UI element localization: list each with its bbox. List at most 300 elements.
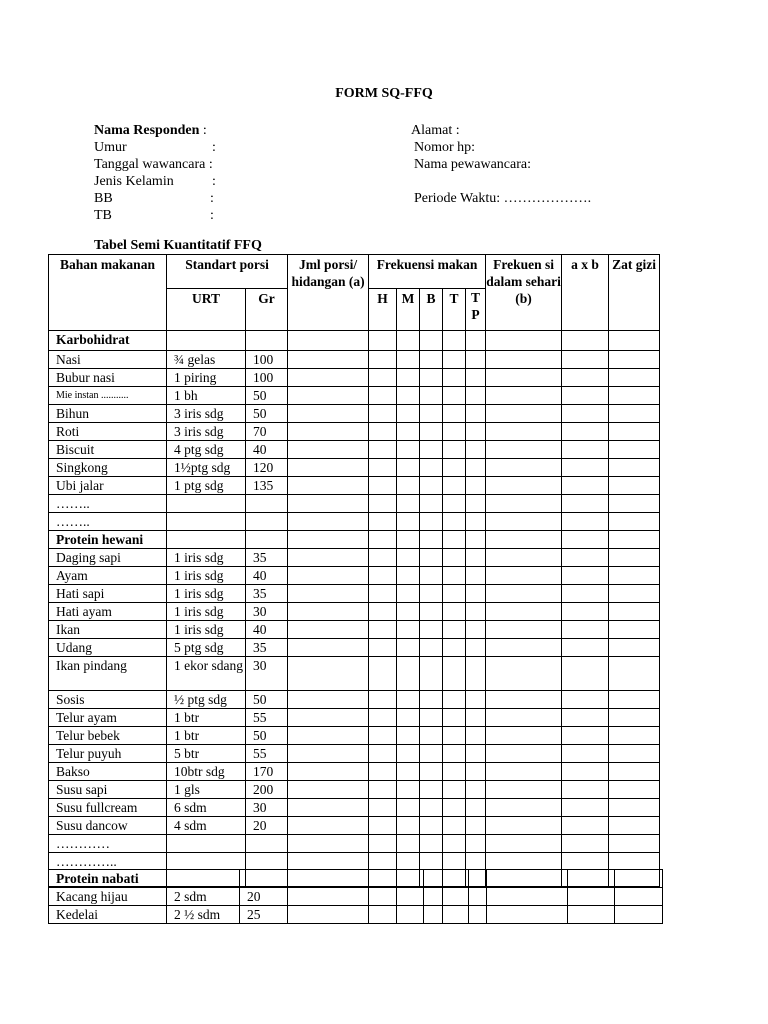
food-urt: 5 ptg sdg bbox=[167, 639, 246, 657]
table-row bbox=[49, 585, 660, 603]
empty-cell bbox=[562, 745, 609, 763]
empty-cell bbox=[369, 603, 397, 621]
empty-cell bbox=[609, 513, 660, 531]
empty-cell bbox=[288, 549, 369, 567]
empty-cell bbox=[397, 585, 420, 603]
empty-cell bbox=[609, 441, 660, 459]
table-row bbox=[49, 727, 660, 745]
empty-cell bbox=[397, 405, 420, 423]
empty-cell bbox=[609, 405, 660, 423]
empty-cell bbox=[397, 387, 420, 405]
empty-cell bbox=[486, 423, 562, 441]
empty-cell bbox=[486, 495, 562, 513]
empty-cell bbox=[288, 441, 369, 459]
header-zat: Zat gizi bbox=[609, 255, 660, 331]
empty-cell bbox=[466, 331, 486, 351]
empty-cell bbox=[609, 477, 660, 495]
table-row bbox=[49, 567, 660, 585]
empty-cell bbox=[609, 799, 660, 817]
food-name: Ikan bbox=[49, 621, 167, 639]
empty-cell bbox=[486, 621, 562, 639]
empty-cell bbox=[397, 603, 420, 621]
empty-cell bbox=[486, 369, 562, 387]
food-urt: ½ ptg sdg bbox=[167, 691, 246, 709]
empty-cell bbox=[615, 888, 663, 906]
empty-cell bbox=[562, 351, 609, 369]
empty-cell bbox=[568, 870, 615, 888]
empty-cell bbox=[486, 513, 562, 531]
table-row bbox=[49, 745, 660, 763]
food-gr: 100 bbox=[246, 351, 288, 369]
header-axb: a x b bbox=[562, 255, 609, 331]
food-gr: 50 bbox=[246, 727, 288, 745]
food-gr: 100 bbox=[246, 369, 288, 387]
empty-cell bbox=[486, 603, 562, 621]
empty-cell bbox=[397, 513, 420, 531]
empty-cell bbox=[288, 423, 369, 441]
header-tp: T P bbox=[466, 289, 486, 331]
food-gr: 20 bbox=[240, 888, 288, 906]
empty-cell bbox=[466, 657, 486, 691]
food-gr: 40 bbox=[246, 441, 288, 459]
section-label: Protein hewani bbox=[49, 531, 167, 549]
empty-cell bbox=[609, 369, 660, 387]
empty-cell bbox=[609, 657, 660, 691]
empty-cell bbox=[369, 369, 397, 387]
empty-cell bbox=[609, 691, 660, 709]
empty-cell bbox=[369, 870, 397, 888]
empty-cell bbox=[397, 351, 420, 369]
empty-cell bbox=[420, 709, 443, 727]
empty-cell bbox=[486, 549, 562, 567]
food-urt: 1 gls bbox=[167, 781, 246, 799]
empty-cell bbox=[615, 906, 663, 924]
table-row bbox=[49, 459, 660, 477]
food-gr: 35 bbox=[246, 585, 288, 603]
empty-cell bbox=[288, 331, 369, 351]
empty-cell bbox=[562, 477, 609, 495]
empty-cell bbox=[369, 639, 397, 657]
food-gr: 50 bbox=[246, 387, 288, 405]
empty-cell bbox=[397, 621, 420, 639]
empty-cell bbox=[288, 567, 369, 585]
empty-cell bbox=[288, 727, 369, 745]
food-name: Ubi jalar bbox=[49, 477, 167, 495]
empty-cell bbox=[486, 387, 562, 405]
empty-cell bbox=[420, 513, 443, 531]
empty-cell bbox=[420, 387, 443, 405]
empty-cell bbox=[466, 835, 486, 853]
empty-cell bbox=[369, 441, 397, 459]
empty-cell bbox=[397, 549, 420, 567]
empty-cell bbox=[466, 603, 486, 621]
empty-cell bbox=[397, 369, 420, 387]
empty-cell bbox=[420, 549, 443, 567]
empty-cell bbox=[420, 441, 443, 459]
food-urt bbox=[167, 835, 246, 853]
empty-cell bbox=[288, 799, 369, 817]
section-row bbox=[49, 531, 660, 549]
empty-cell bbox=[369, 888, 397, 906]
empty-cell bbox=[609, 709, 660, 727]
empty-cell bbox=[466, 459, 486, 477]
food-urt: 2 sdm bbox=[167, 888, 240, 906]
food-name: Susu dancow bbox=[49, 817, 167, 835]
empty-cell bbox=[420, 639, 443, 657]
empty-cell bbox=[288, 459, 369, 477]
empty-cell bbox=[397, 477, 420, 495]
ffq-table-nabati bbox=[48, 869, 663, 924]
empty-cell bbox=[609, 567, 660, 585]
empty-cell bbox=[288, 351, 369, 369]
empty-cell bbox=[562, 763, 609, 781]
empty-cell bbox=[397, 709, 420, 727]
food-urt: 3 iris sdg bbox=[167, 423, 246, 441]
info-periode: Periode Waktu: ………………. bbox=[414, 191, 592, 206]
empty-cell bbox=[397, 817, 420, 835]
empty-cell bbox=[609, 621, 660, 639]
empty-cell bbox=[397, 781, 420, 799]
empty-cell bbox=[443, 331, 466, 351]
food-name: Telur ayam bbox=[49, 709, 167, 727]
food-gr: 35 bbox=[246, 639, 288, 657]
food-gr: 50 bbox=[246, 691, 288, 709]
empty-cell bbox=[443, 657, 466, 691]
table-row bbox=[49, 691, 660, 709]
empty-cell bbox=[466, 351, 486, 369]
food-name: Sosis bbox=[49, 691, 167, 709]
empty-cell bbox=[443, 691, 466, 709]
empty-cell bbox=[562, 331, 609, 351]
table-row bbox=[49, 657, 660, 691]
empty-cell bbox=[443, 495, 466, 513]
food-name: Ayam bbox=[49, 567, 167, 585]
empty-cell bbox=[443, 727, 466, 745]
table-row bbox=[49, 835, 660, 853]
empty-cell bbox=[568, 888, 615, 906]
empty-cell bbox=[443, 835, 466, 853]
empty-cell bbox=[443, 405, 466, 423]
empty-cell bbox=[369, 331, 397, 351]
empty-cell bbox=[562, 423, 609, 441]
empty-cell bbox=[369, 351, 397, 369]
table-row bbox=[49, 549, 660, 567]
empty-cell bbox=[609, 495, 660, 513]
empty-cell bbox=[562, 817, 609, 835]
empty-cell bbox=[397, 835, 420, 853]
empty-cell bbox=[420, 835, 443, 853]
empty-cell bbox=[562, 603, 609, 621]
info-tanggal: Tanggal wawancara : bbox=[94, 157, 213, 172]
table-row bbox=[49, 621, 660, 639]
food-name: ………….. bbox=[49, 853, 167, 887]
empty-cell bbox=[397, 441, 420, 459]
empty-cell bbox=[246, 331, 288, 351]
empty-cell bbox=[397, 459, 420, 477]
empty-cell bbox=[466, 405, 486, 423]
empty-cell bbox=[466, 639, 486, 657]
table-row bbox=[49, 763, 660, 781]
empty-cell bbox=[562, 799, 609, 817]
empty-cell bbox=[397, 906, 424, 924]
empty-cell bbox=[486, 691, 562, 709]
food-name: Kacang hijau bbox=[49, 888, 167, 906]
empty-cell bbox=[443, 603, 466, 621]
table-row bbox=[49, 351, 660, 369]
food-gr bbox=[246, 495, 288, 513]
empty-cell bbox=[443, 549, 466, 567]
empty-cell bbox=[167, 331, 246, 351]
empty-cell bbox=[486, 441, 562, 459]
header-t: T bbox=[443, 289, 466, 331]
food-name: Susu sapi bbox=[49, 781, 167, 799]
empty-cell bbox=[397, 763, 420, 781]
empty-cell bbox=[486, 817, 562, 835]
empty-cell bbox=[568, 906, 615, 924]
empty-cell bbox=[487, 888, 568, 906]
empty-cell bbox=[288, 387, 369, 405]
empty-cell bbox=[369, 531, 397, 549]
empty-cell bbox=[420, 585, 443, 603]
food-gr: 40 bbox=[246, 567, 288, 585]
empty-cell bbox=[397, 531, 420, 549]
empty-cell bbox=[420, 477, 443, 495]
empty-cell bbox=[369, 781, 397, 799]
food-gr: 30 bbox=[246, 799, 288, 817]
empty-cell bbox=[420, 331, 443, 351]
empty-cell bbox=[288, 585, 369, 603]
empty-cell bbox=[369, 906, 397, 924]
empty-cell bbox=[397, 870, 424, 888]
food-urt: 6 sdm bbox=[167, 799, 246, 817]
food-name: Nasi bbox=[49, 351, 167, 369]
empty-cell bbox=[420, 727, 443, 745]
empty-cell bbox=[424, 870, 443, 888]
empty-cell bbox=[486, 459, 562, 477]
empty-cell bbox=[288, 495, 369, 513]
empty-cell bbox=[443, 709, 466, 727]
food-name: …….. bbox=[49, 513, 167, 531]
empty-cell bbox=[609, 387, 660, 405]
empty-cell bbox=[609, 585, 660, 603]
table-row bbox=[49, 495, 660, 513]
section-row bbox=[49, 870, 663, 888]
empty-cell bbox=[288, 781, 369, 799]
empty-cell bbox=[397, 745, 420, 763]
food-name: Bakso bbox=[49, 763, 167, 781]
empty-cell bbox=[420, 745, 443, 763]
empty-cell bbox=[466, 763, 486, 781]
empty-cell bbox=[443, 906, 469, 924]
empty-cell bbox=[486, 477, 562, 495]
empty-cell bbox=[369, 405, 397, 423]
empty-cell bbox=[466, 567, 486, 585]
empty-cell bbox=[420, 657, 443, 691]
food-urt: 1 btr bbox=[167, 709, 246, 727]
food-gr: 55 bbox=[246, 745, 288, 763]
empty-cell bbox=[369, 549, 397, 567]
form-title: FORM SQ-FFQ bbox=[335, 86, 433, 101]
food-name: …….. bbox=[49, 495, 167, 513]
food-urt: 2 ½ sdm bbox=[167, 906, 240, 924]
food-gr: 30 bbox=[246, 603, 288, 621]
empty-cell bbox=[420, 817, 443, 835]
info-bb: BB : bbox=[94, 191, 214, 206]
empty-cell bbox=[369, 745, 397, 763]
empty-cell bbox=[486, 531, 562, 549]
empty-cell bbox=[420, 799, 443, 817]
info-nomor-hp: Nomor hp: bbox=[414, 140, 476, 155]
empty-cell bbox=[609, 603, 660, 621]
empty-cell bbox=[397, 691, 420, 709]
empty-cell bbox=[486, 799, 562, 817]
empty-cell bbox=[369, 691, 397, 709]
food-name: Telur puyuh bbox=[49, 745, 167, 763]
header-m: M bbox=[397, 289, 420, 331]
empty-cell bbox=[466, 531, 486, 549]
empty-cell bbox=[397, 495, 420, 513]
empty-cell bbox=[487, 906, 568, 924]
empty-cell bbox=[420, 763, 443, 781]
table-row bbox=[49, 513, 660, 531]
empty-cell bbox=[397, 657, 420, 691]
empty-cell bbox=[487, 870, 568, 888]
empty-cell bbox=[466, 817, 486, 835]
empty-cell bbox=[288, 639, 369, 657]
empty-cell bbox=[466, 423, 486, 441]
empty-cell bbox=[486, 351, 562, 369]
food-urt: 3 iris sdg bbox=[167, 405, 246, 423]
table-row bbox=[49, 799, 660, 817]
empty-cell bbox=[486, 567, 562, 585]
info-alamat: Alamat : bbox=[411, 123, 460, 138]
food-urt: 10btr sdg bbox=[167, 763, 246, 781]
empty-cell bbox=[609, 459, 660, 477]
empty-cell bbox=[466, 369, 486, 387]
empty-cell bbox=[420, 495, 443, 513]
empty-cell bbox=[369, 585, 397, 603]
food-gr: 40 bbox=[246, 621, 288, 639]
empty-cell bbox=[443, 531, 466, 549]
food-urt: ¾ gelas bbox=[167, 351, 246, 369]
empty-cell bbox=[486, 639, 562, 657]
header-frek-sehari: Frekuen si dalam sehari (b) bbox=[486, 255, 562, 331]
food-name: Singkong bbox=[49, 459, 167, 477]
empty-cell bbox=[466, 549, 486, 567]
header-jml: Jml porsi/ hidangan (a) bbox=[288, 255, 369, 331]
empty-cell bbox=[466, 387, 486, 405]
empty-cell bbox=[369, 621, 397, 639]
food-urt bbox=[167, 513, 246, 531]
empty-cell bbox=[397, 639, 420, 657]
header-urt: URT bbox=[167, 289, 246, 331]
empty-cell bbox=[609, 351, 660, 369]
empty-cell bbox=[466, 727, 486, 745]
header-frekuensi: Frekuensi makan bbox=[369, 255, 486, 289]
food-urt: 1 ptg sdg bbox=[167, 477, 246, 495]
food-gr bbox=[246, 513, 288, 531]
empty-cell bbox=[288, 513, 369, 531]
header-standart: Standart porsi bbox=[167, 255, 288, 289]
empty-cell bbox=[562, 657, 609, 691]
food-urt: 1 iris sdg bbox=[167, 549, 246, 567]
food-gr: 25 bbox=[240, 906, 288, 924]
empty-cell bbox=[288, 906, 369, 924]
food-name: Mie instan ........... bbox=[49, 387, 167, 405]
empty-cell bbox=[562, 387, 609, 405]
empty-cell bbox=[240, 870, 288, 888]
food-gr: 200 bbox=[246, 781, 288, 799]
info-jenis-kelamin: Jenis Kelamin : bbox=[94, 174, 216, 189]
empty-cell bbox=[288, 477, 369, 495]
empty-cell bbox=[369, 763, 397, 781]
info-tb: TB : bbox=[94, 208, 214, 223]
empty-cell bbox=[466, 781, 486, 799]
empty-cell bbox=[469, 906, 487, 924]
table-row bbox=[49, 603, 660, 621]
empty-cell bbox=[466, 585, 486, 603]
empty-cell bbox=[443, 387, 466, 405]
empty-cell bbox=[420, 691, 443, 709]
empty-cell bbox=[609, 639, 660, 657]
empty-cell bbox=[562, 531, 609, 549]
empty-cell bbox=[562, 549, 609, 567]
food-urt: 1 iris sdg bbox=[167, 603, 246, 621]
empty-cell bbox=[443, 351, 466, 369]
empty-cell bbox=[369, 423, 397, 441]
food-urt: 5 btr bbox=[167, 745, 246, 763]
empty-cell bbox=[288, 745, 369, 763]
empty-cell bbox=[466, 441, 486, 459]
empty-cell bbox=[420, 459, 443, 477]
empty-cell bbox=[443, 799, 466, 817]
empty-cell bbox=[420, 351, 443, 369]
empty-cell bbox=[466, 745, 486, 763]
empty-cell bbox=[562, 441, 609, 459]
food-urt: 4 sdm bbox=[167, 817, 246, 835]
empty-cell bbox=[486, 405, 562, 423]
empty-cell bbox=[486, 709, 562, 727]
empty-cell bbox=[486, 835, 562, 853]
food-name: Daging sapi bbox=[49, 549, 167, 567]
header-h: H bbox=[369, 289, 397, 331]
header-gr: Gr bbox=[246, 289, 288, 331]
food-urt: 1 ekor sdang bbox=[167, 657, 246, 691]
empty-cell bbox=[443, 870, 469, 888]
empty-cell bbox=[420, 781, 443, 799]
food-urt bbox=[167, 495, 246, 513]
table-row bbox=[49, 639, 660, 657]
empty-cell bbox=[609, 331, 660, 351]
empty-cell bbox=[609, 745, 660, 763]
empty-cell bbox=[562, 513, 609, 531]
food-gr: 35 bbox=[246, 549, 288, 567]
empty-cell bbox=[420, 567, 443, 585]
table-row bbox=[49, 441, 660, 459]
empty-cell bbox=[615, 870, 663, 888]
empty-cell bbox=[288, 405, 369, 423]
table-row bbox=[49, 405, 660, 423]
empty-cell bbox=[609, 781, 660, 799]
empty-cell bbox=[443, 441, 466, 459]
empty-cell bbox=[562, 691, 609, 709]
food-urt: 1½ptg sdg bbox=[167, 459, 246, 477]
empty-cell bbox=[466, 621, 486, 639]
empty-cell bbox=[466, 477, 486, 495]
empty-cell bbox=[369, 477, 397, 495]
section-label: Karbohidrat bbox=[49, 331, 167, 351]
empty-cell bbox=[167, 870, 240, 888]
